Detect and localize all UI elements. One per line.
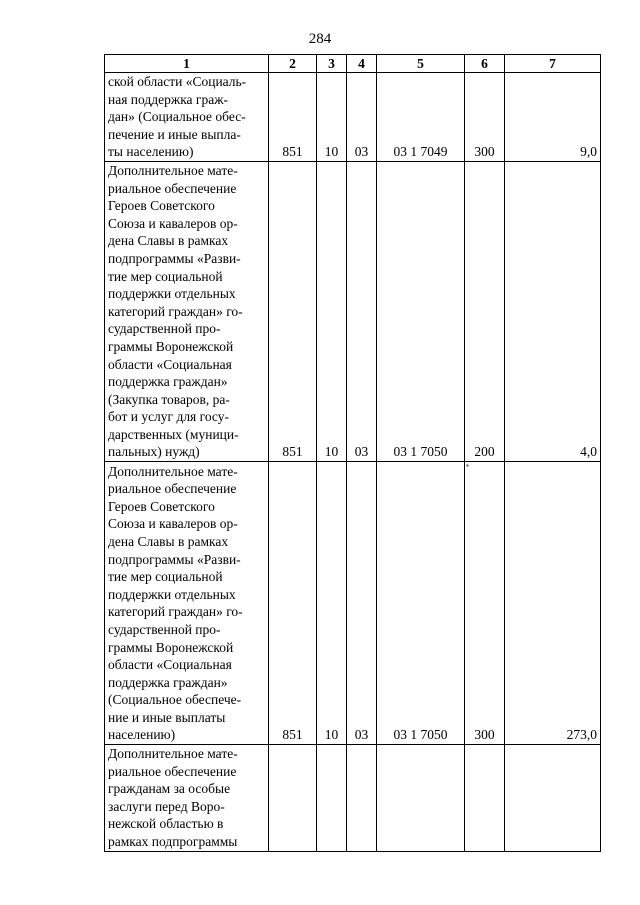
row-name: Дополнительное мате- риальное обеспечение Героев Советского Союза и кавалеров ор- дена Славы в рамках подпрограммы «Разви- тие мер социальной поддержки отдельных категорий граждан» го- сударственной про- граммы Воронежской области «Социальная поддержка граждан» (Закупка товаров, ра- бот и услуг для госу- дарственных (муници- пальных) нужд) xyxy=(105,161,269,461)
row-expense-type: 300 xyxy=(465,73,505,162)
row-amount: 273,0 xyxy=(505,462,601,745)
row-ministry-code: 851 xyxy=(269,73,317,162)
header-col-5: 5 xyxy=(377,55,465,73)
header-col-6: 6 xyxy=(465,55,505,73)
row-target-article: 03 1 7049 xyxy=(377,73,465,162)
scan-speck: ▪ xyxy=(466,461,469,470)
row-amount: 4,0 xyxy=(505,161,601,461)
row-name: ской области «Социаль- ная поддержка граж- дан» (Социальное обес- печение и иные выпла- ты населению) xyxy=(105,73,269,162)
row-ministry-code xyxy=(269,745,317,852)
row-section-code: 10 xyxy=(317,161,347,461)
row-amount xyxy=(505,745,601,852)
row-section-code xyxy=(317,745,347,852)
row-target-article: 03 1 7050 xyxy=(377,161,465,461)
table-row xyxy=(105,161,601,461)
row-ministry-code: 851 xyxy=(269,462,317,745)
row-name: Дополнительное мате- риальное обеспечение гражданам за особые заслуги перед Воро- нежской областью в рамках подпрограммы xyxy=(105,745,269,852)
row-subsection-code: 03 xyxy=(347,73,377,162)
row-subsection-code: 03 xyxy=(347,462,377,745)
header-col-1: 1 xyxy=(105,55,269,73)
row-expense-type xyxy=(465,745,505,852)
header-col-2: 2 xyxy=(269,55,317,73)
row-target-article: 03 1 7050 xyxy=(377,462,465,745)
row-amount: 9,0 xyxy=(505,73,601,162)
table-row xyxy=(105,745,601,852)
row-subsection-code xyxy=(347,745,377,852)
row-section-code: 10 xyxy=(317,73,347,162)
row-subsection-code: 03 xyxy=(347,161,377,461)
table-row xyxy=(105,73,601,162)
budget-table xyxy=(104,54,601,852)
row-section-code: 10 xyxy=(317,462,347,745)
row-expense-type: 300 xyxy=(465,462,505,745)
header-col-7: 7 xyxy=(505,55,601,73)
row-name: Дополнительное мате- риальное обеспечение Героев Советского Союза и кавалеров ор- дена Славы в рамках подпрограммы «Разви- тие мер социальной поддержки отдельных категорий граждан» го- сударственной про- граммы Воронежской области «Социальная поддержка граждан» (Социальное обеспече- ние и иные выплаты населению) xyxy=(105,462,269,745)
header-row xyxy=(105,55,601,73)
page-number: 284 xyxy=(308,31,332,47)
row-target-article xyxy=(377,745,465,852)
row-ministry-code: 851 xyxy=(269,161,317,461)
header-col-3: 3 xyxy=(317,55,347,73)
row-expense-type: 200 xyxy=(465,161,505,461)
header-col-4: 4 xyxy=(347,55,377,73)
table-row xyxy=(105,462,601,745)
